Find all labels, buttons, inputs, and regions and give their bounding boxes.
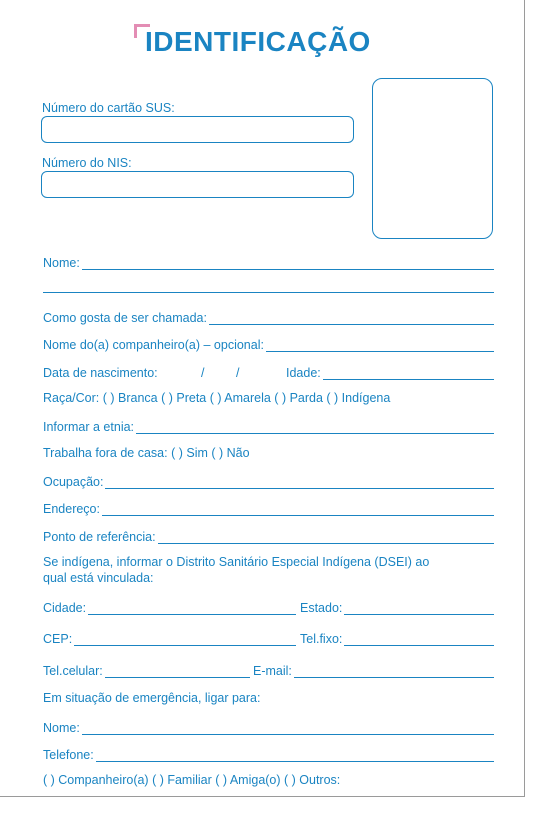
ocupacao-label: Ocupação: (43, 475, 104, 489)
telcelular-label: Tel.celular: (43, 664, 103, 678)
referencia-line[interactable] (158, 531, 494, 544)
telefone-label: Telefone: (43, 748, 94, 762)
telfixo-row[interactable] (300, 630, 494, 646)
estado-line[interactable] (344, 602, 494, 615)
emergencia-heading: Em situação de emergência, ligar para: (43, 691, 261, 705)
cidade-row[interactable] (43, 599, 296, 615)
idade-label: Idade: (286, 366, 321, 380)
cep-row[interactable] (43, 630, 296, 646)
referencia-row[interactable] (43, 528, 494, 544)
etnia-label: Informar a etnia: (43, 420, 135, 434)
telfixo-line[interactable] (344, 633, 494, 646)
photo-box (372, 78, 493, 239)
cidade-line[interactable] (88, 602, 296, 615)
telefone-line[interactable] (96, 749, 494, 762)
cidade-label: Cidade: (43, 601, 87, 615)
email-row[interactable] (253, 662, 494, 678)
email-line[interactable] (294, 665, 494, 678)
nascimento-label (43, 364, 158, 380)
estado-label: Estado: (300, 601, 343, 615)
emerg-nome-line[interactable] (82, 722, 494, 735)
chamada-line[interactable] (209, 312, 494, 325)
endereco-line[interactable] (102, 503, 494, 516)
emerg-nome-label: Nome: (43, 721, 80, 735)
nome-row[interactable] (43, 254, 494, 270)
nascimento-sep-1 (201, 364, 204, 380)
telefone-row[interactable] (43, 746, 494, 762)
telcelular-row[interactable] (43, 662, 250, 678)
etnia-line[interactable] (136, 421, 494, 434)
telfixo-label: Tel.fixo: (300, 632, 343, 646)
nascimento-label-text: Data de nascimento: (43, 366, 158, 380)
contato-options[interactable]: ( ) Companheiro(a) ( ) Familiar ( ) Amiga(o) ( ) Outros: (43, 773, 341, 787)
trabalha-options[interactable]: Trabalha fora de casa: ( ) Sim ( ) Não (43, 446, 250, 460)
dsei-text-line1: Se indígena, informar o Distrito Sanitário Especial Indígena (DSEI) ao (43, 555, 430, 569)
nis-label: Número do NIS: (42, 156, 132, 170)
cep-line[interactable] (74, 633, 296, 646)
nascimento-sep-1-text: / (201, 366, 205, 380)
telcelular-line[interactable] (105, 665, 250, 678)
emerg-nome-row[interactable] (43, 719, 494, 735)
page-title: IDENTIFICAÇÃO (145, 26, 371, 57)
estado-row[interactable] (300, 599, 494, 615)
endereco-row[interactable] (43, 500, 494, 516)
email-label: E-mail: (253, 664, 292, 678)
nome-label: Nome: (43, 256, 80, 270)
endereco-label: Endereço: (43, 502, 100, 516)
sus-card-field[interactable] (41, 116, 354, 143)
idade-row[interactable] (286, 364, 494, 380)
raca-cor-options[interactable]: Raça/Cor: ( ) Branca ( ) Preta ( ) Amarela ( ) Parda ( ) Indígena (43, 391, 391, 405)
idade-line[interactable] (323, 367, 494, 380)
chamada-label: Como gosta de ser chamada: (43, 311, 207, 325)
companheiro-label: Nome do(a) companheiro(a) – opcional: (43, 338, 264, 352)
etnia-row[interactable] (43, 418, 494, 434)
chamada-row[interactable] (43, 309, 494, 325)
nascimento-sep-2-text: / (236, 366, 240, 380)
nome-line[interactable] (82, 257, 494, 270)
sus-card-label: Número do cartão SUS: (42, 101, 175, 115)
nome-extra-line[interactable] (43, 292, 494, 293)
companheiro-line[interactable] (266, 339, 494, 352)
referencia-label: Ponto de referência: (43, 530, 156, 544)
dsei-text-line2: qual está vinculada: (43, 571, 154, 585)
companheiro-row[interactable] (43, 336, 494, 352)
ocupacao-row[interactable] (43, 473, 494, 489)
nis-field[interactable] (41, 171, 354, 198)
nascimento-sep-2 (236, 364, 239, 380)
cep-label: CEP: (43, 632, 73, 646)
ocupacao-line[interactable] (105, 476, 494, 489)
